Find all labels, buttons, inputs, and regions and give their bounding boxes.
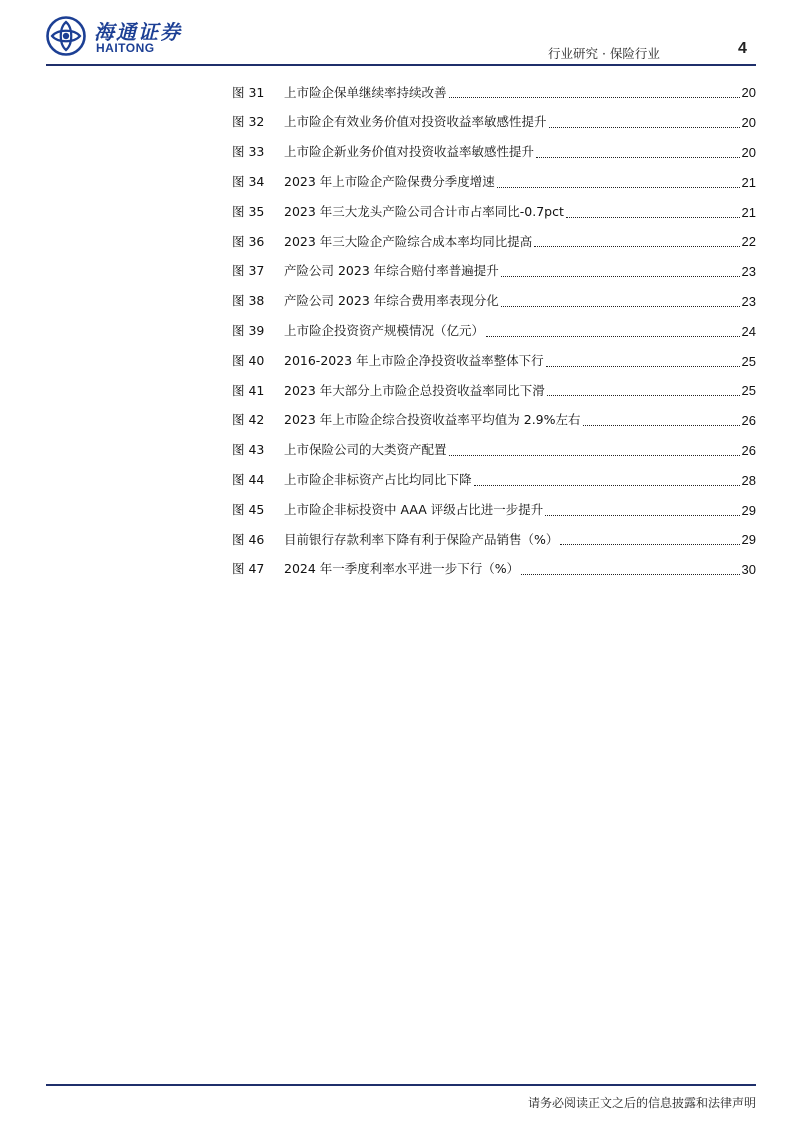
- toc-entry[interactable]: [232, 257, 756, 287]
- figure-title: 2024 年一季度利率水平进一步下行（%）: [284, 561, 520, 577]
- dot-leader: [583, 425, 740, 426]
- toc-entry[interactable]: [232, 376, 756, 406]
- figure-title: 产险公司 2023 年综合费用率表现分化: [284, 293, 499, 309]
- dot-leader: [566, 217, 740, 218]
- dot-leader: [560, 544, 739, 545]
- figure-number: 图 42: [232, 412, 265, 428]
- figure-page: 22: [741, 234, 756, 250]
- dot-leader: [486, 336, 740, 337]
- toc-entry[interactable]: [232, 108, 756, 138]
- dot-leader: [449, 97, 740, 98]
- figure-index: [232, 78, 756, 585]
- haitong-logo-icon: [46, 16, 86, 56]
- figure-number: 图 41: [232, 382, 265, 398]
- figure-page: 20: [741, 115, 756, 131]
- figure-page: 29: [741, 532, 756, 548]
- toc-entry[interactable]: [232, 78, 756, 108]
- figure-number: 图 35: [232, 203, 265, 219]
- footer-disclaimer: 请务必阅读正文之后的信息披露和法律声明: [527, 1096, 756, 1110]
- figure-number: 图 38: [232, 293, 265, 309]
- figure-title: 上市险企新业务价值对投资收益率敏感性提升: [284, 144, 535, 160]
- dot-leader: [545, 515, 739, 516]
- figure-title: 上市险企非标投资中 AAA 评级占比进一步提升: [284, 501, 544, 517]
- figure-title: 上市险企投资资产规模情况（亿元）: [284, 323, 485, 339]
- figure-number: 图 32: [232, 114, 265, 130]
- figure-page: 21: [741, 174, 756, 190]
- figure-number: 图 44: [232, 472, 265, 487]
- figure-number: 图 40: [232, 352, 265, 368]
- figure-title: 目前银行存款利率下降有利于保险产品销售（%）: [284, 531, 559, 547]
- toc-entry[interactable]: [232, 167, 756, 197]
- toc-entry[interactable]: [232, 138, 756, 168]
- figure-page: 25: [741, 353, 756, 369]
- dot-leader: [547, 395, 740, 396]
- figure-number: 图 39: [232, 323, 265, 339]
- figure-page: 29: [741, 502, 756, 518]
- figure-number: 图 47: [232, 561, 265, 577]
- toc-entry[interactable]: [232, 287, 756, 317]
- footer-divider: [46, 1084, 756, 1086]
- dot-leader: [449, 455, 740, 456]
- toc-entry[interactable]: [232, 436, 756, 466]
- dot-leader: [497, 187, 740, 188]
- figure-number: 图 31: [232, 84, 265, 100]
- toc-entry[interactable]: [232, 495, 756, 525]
- figure-page: 26: [741, 413, 756, 429]
- figure-title: 2023 年大部分上市险企总投资收益率同比下滑: [284, 382, 545, 398]
- figure-page: 20: [741, 85, 756, 101]
- figure-number: 图 34: [232, 174, 265, 190]
- figure-title: 上市险企有效业务价值对投资收益率敏感性提升: [284, 114, 547, 130]
- figure-title: 产险公司 2023 年综合赔付率普遍提升: [284, 263, 499, 279]
- dot-leader: [534, 246, 739, 247]
- toc-entry[interactable]: [232, 465, 756, 495]
- figure-number: 图 43: [232, 442, 265, 458]
- figure-number: 图 46: [232, 531, 265, 547]
- figure-number: 图 33: [232, 144, 265, 160]
- toc-entry[interactable]: [232, 555, 756, 585]
- toc-entry[interactable]: [232, 227, 756, 257]
- toc-entry[interactable]: [232, 346, 756, 376]
- dot-leader: [536, 157, 740, 158]
- figure-title: 2023 年上市险企综合投资收益率平均值为 2.9%左右: [284, 412, 581, 428]
- brand-name-en: HAITONG: [96, 41, 155, 55]
- dot-leader: [549, 127, 740, 128]
- figure-page: 26: [741, 442, 756, 458]
- dot-leader: [521, 574, 739, 575]
- dot-leader: [546, 366, 740, 367]
- toc-entry[interactable]: [232, 316, 756, 346]
- figure-page: 23: [741, 293, 756, 309]
- figure-page: 24: [741, 323, 756, 339]
- figure-title: 上市险企非标资产占比均同比下降: [284, 472, 472, 487]
- figure-number: 图 45: [232, 501, 265, 517]
- report-section: 行业研究 · 保险行业: [548, 46, 660, 61]
- figure-number: 图 36: [232, 233, 265, 249]
- figure-title: 2023 年上市险企产险保费分季度增速: [284, 174, 495, 190]
- page-number: 4: [738, 40, 747, 57]
- dot-leader: [501, 306, 740, 307]
- figure-title: 2023 年三大龙头产险公司合计市占率同比-0.7pct: [284, 203, 564, 219]
- page-header: [0, 0, 802, 70]
- figure-page: 30: [741, 562, 756, 578]
- figure-title: 上市险企保单继续率持续改善: [284, 84, 447, 100]
- figure-page: 23: [741, 264, 756, 280]
- figure-page: 28: [741, 472, 756, 488]
- figure-page: 25: [741, 383, 756, 399]
- figure-title: 上市保险公司的大类资产配置: [284, 442, 447, 458]
- figure-number: 图 37: [232, 263, 265, 279]
- toc-entry[interactable]: [232, 406, 756, 436]
- figure-title: 2016-2023 年上市险企净投资收益率整体下行: [284, 352, 544, 368]
- dot-leader: [474, 485, 740, 486]
- toc-entry[interactable]: [232, 525, 756, 555]
- figure-page: 21: [741, 204, 756, 220]
- brand-name-cn: 海通证券: [94, 20, 182, 44]
- figure-title: 2023 年三大险企产险综合成本率均同比提高: [284, 233, 533, 249]
- toc-entry[interactable]: [232, 197, 756, 227]
- figure-page: 20: [741, 144, 756, 160]
- dot-leader: [501, 276, 740, 277]
- header-divider: [46, 64, 756, 66]
